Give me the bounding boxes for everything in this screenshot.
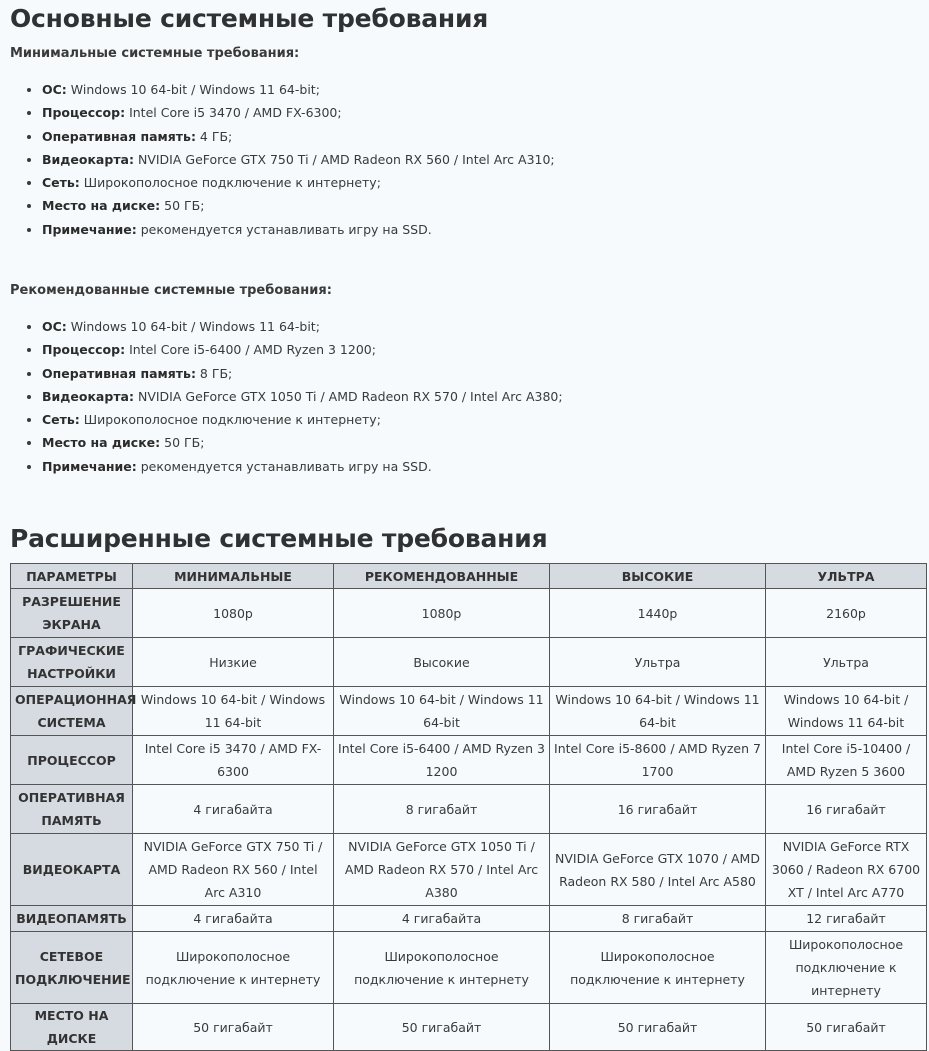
table-row xyxy=(11,687,927,736)
item-label: Оперативная память: xyxy=(42,128,196,144)
list-item xyxy=(42,455,563,478)
item-label: Примечание: xyxy=(42,221,137,237)
list-item xyxy=(42,362,563,385)
table-cell: 1440p xyxy=(550,589,766,638)
item-value: NVIDIA GeForce GTX 1050 Ti / AMD Radeon RX 570 / Intel Arc A380; xyxy=(134,388,563,404)
list-item xyxy=(42,101,555,124)
item-value: 50 ГБ; xyxy=(160,435,205,451)
table-row xyxy=(11,906,927,932)
table-cell: Intel Core i5-8600 / AMD Ryzen 7 1700 xyxy=(550,736,766,785)
table-cell: 16 гигабайт xyxy=(550,785,766,834)
table-cell: 8 гигабайт xyxy=(550,906,766,932)
item-label: Примечание: xyxy=(42,458,137,474)
item-label: Видеокарта: xyxy=(42,151,134,167)
table-cell: Широкополосное подключение к интернету xyxy=(550,932,766,1004)
table-cell: NVIDIA GeForce GTX 1070 / AMD Radeon RX 580 / Intel Arc A580 xyxy=(550,834,766,906)
list-item xyxy=(42,385,563,408)
table-cell: NVIDIA GeForce GTX 750 Ti / AMD Radeon RX 560 / Intel Arc A310 xyxy=(133,834,334,906)
item-value: 8 ГБ; xyxy=(195,365,233,381)
table-cell: 50 гигабайт xyxy=(766,1004,927,1051)
item-value: Широкополосное подключение к интернету; xyxy=(79,412,381,428)
item-value: 50 ГБ; xyxy=(160,198,205,214)
table-cell: 2160p xyxy=(766,589,927,638)
table-row xyxy=(11,932,927,1004)
table-cell: Intel Core i5-10400 / AMD Ryzen 5 3600 xyxy=(766,736,927,785)
table-cell: 4 гигабайта xyxy=(334,906,550,932)
table-cell: 12 гигабайт xyxy=(766,906,927,932)
list-item xyxy=(42,78,555,101)
extended-requirements-title: Расширенные системные требования xyxy=(10,524,548,553)
table-cell: Windows 10 64-bit / Windows 11 64-bit xyxy=(133,687,334,736)
item-label: ОС: xyxy=(42,82,67,97)
minimal-requirements-list xyxy=(26,78,555,241)
table-cell: Широкополосное подключение к интернету xyxy=(766,932,927,1004)
list-item xyxy=(42,171,555,194)
table-cell: Широкополосное подключение к интернету xyxy=(133,932,334,1004)
item-value: 4 ГБ; xyxy=(195,128,233,144)
table-cell: 50 гигабайт xyxy=(550,1004,766,1051)
table-cell: Intel Core i5-6400 / AMD Ryzen 3 1200 xyxy=(334,736,550,785)
item-label: Процессор: xyxy=(42,105,126,121)
item-label: Процессор: xyxy=(42,342,126,358)
param-label: СЕТЕВОЕ ПОДКЛЮЧЕНИЕ xyxy=(11,932,133,1004)
header-high: ВЫСОКИЕ xyxy=(550,564,766,589)
table-header-row xyxy=(11,564,927,589)
table-cell: 1080p xyxy=(334,589,550,638)
extended-requirements-table xyxy=(10,563,927,1051)
list-item xyxy=(42,148,555,171)
table-row xyxy=(11,638,927,687)
list-item xyxy=(42,431,563,454)
param-label: ГРАФИЧЕСКИЕ НАСТРОЙКИ xyxy=(11,638,133,687)
list-item xyxy=(42,194,555,217)
table-cell: 16 гигабайт xyxy=(766,785,927,834)
table-cell: Windows 10 64-bit / Windows 11 64-bit xyxy=(766,687,927,736)
table-cell: Низкие xyxy=(133,638,334,687)
table-row xyxy=(11,1004,927,1051)
table-cell: Windows 10 64-bit / Windows 11 64-bit xyxy=(334,687,550,736)
list-item xyxy=(42,218,555,241)
param-label: ВИДЕОПАМЯТЬ xyxy=(11,906,133,932)
table-cell: Intel Core i5 3470 / AMD FX-6300 xyxy=(133,736,334,785)
basic-requirements-title: Основные системные требования xyxy=(10,4,489,33)
minimal-requirements-heading: Минимальные системные требования: xyxy=(10,46,300,61)
item-value: NVIDIA GeForce GTX 750 Ti / AMD Radeon RX 560 / Intel Arc A310; xyxy=(134,151,555,167)
item-label: Оперативная память: xyxy=(42,365,196,381)
table-cell: 50 гигабайт xyxy=(133,1004,334,1051)
table-cell: 4 гигабайта xyxy=(133,785,334,834)
list-item xyxy=(42,125,555,148)
table-cell: 8 гигабайт xyxy=(334,785,550,834)
item-value: Intel Core i5 3470 / AMD FX-6300; xyxy=(125,105,342,121)
header-params: ПАРАМЕТРЫ xyxy=(11,564,133,589)
item-value: Широкополосное подключение к интернету; xyxy=(79,175,381,191)
table-cell: Ультра xyxy=(550,638,766,687)
item-label: Место на диске: xyxy=(42,198,161,214)
item-value: Windows 10 64-bit / Windows 11 64-bit; xyxy=(66,82,320,97)
table-cell: 1080p xyxy=(133,589,334,638)
item-label: Сеть: xyxy=(42,412,80,428)
list-item xyxy=(42,315,563,338)
header-minimal: МИНИМАЛЬНЫЕ xyxy=(133,564,334,589)
item-value: Windows 10 64-bit / Windows 11 64-bit; xyxy=(66,319,320,334)
table-row xyxy=(11,736,927,785)
list-item xyxy=(42,408,563,431)
item-value: Intel Core i5-6400 / AMD Ryzen 3 1200; xyxy=(125,342,376,358)
table-cell: Широкополосное подключение к интернету xyxy=(334,932,550,1004)
table-cell: Windows 10 64-bit / Windows 11 64-bit xyxy=(550,687,766,736)
table-cell: 4 гигабайта xyxy=(133,906,334,932)
table-row xyxy=(11,785,927,834)
table-row xyxy=(11,589,927,638)
table-cell: NVIDIA GeForce GTX 1050 Ti / AMD Radeon RX 570 / Intel Arc A380 xyxy=(334,834,550,906)
param-label: ОПЕРАЦИОННАЯ СИСТЕМА xyxy=(11,687,133,736)
recommended-requirements-heading: Рекомендованные системные требования: xyxy=(10,283,332,298)
param-label: ОПЕРАТИВНАЯ ПАМЯТЬ xyxy=(11,785,133,834)
param-label: ПРОЦЕССОР xyxy=(11,736,133,785)
table-row xyxy=(11,834,927,906)
list-item xyxy=(42,338,563,361)
item-value: рекомендуется устанавливать игру на SSD. xyxy=(136,458,432,474)
table-cell: NVIDIA GeForce RTX 3060 / Radeon RX 6700 XT / Intel Arc A770 xyxy=(766,834,927,906)
item-label: Место на диске: xyxy=(42,435,161,451)
table-cell: 50 гигабайт xyxy=(334,1004,550,1051)
item-label: Сеть: xyxy=(42,175,80,191)
param-label: ВИДЕОКАРТА xyxy=(11,834,133,906)
item-label: Видеокарта: xyxy=(42,388,134,404)
item-label: ОС: xyxy=(42,319,67,334)
table-cell: Высокие xyxy=(334,638,550,687)
header-ultra: УЛЬТРА xyxy=(766,564,927,589)
recommended-requirements-list xyxy=(26,315,563,478)
table-cell: Ультра xyxy=(766,638,927,687)
header-recommended: РЕКОМЕНДОВАННЫЕ xyxy=(334,564,550,589)
param-label: РАЗРЕШЕНИЕ ЭКРАНА xyxy=(11,589,133,638)
item-value: рекомендуется устанавливать игру на SSD. xyxy=(136,221,432,237)
param-label: МЕСТО НА ДИСКЕ xyxy=(11,1004,133,1051)
